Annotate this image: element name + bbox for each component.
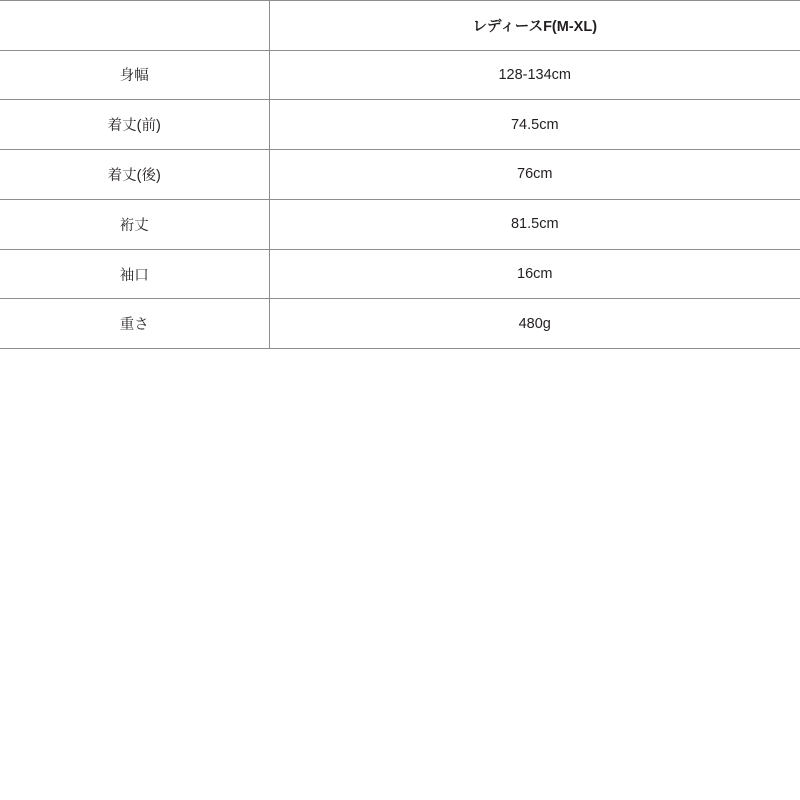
table-row [0,100,800,150]
table-header-row [0,1,800,51]
row-label: 袖口 [0,249,269,299]
row-value: 76cm [269,150,800,200]
row-label: 着丈(前) [0,100,269,150]
table-row [0,299,800,349]
table-row [0,199,800,249]
row-label: 重さ [0,299,269,349]
row-value: 74.5cm [269,100,800,150]
table-header-label-column [0,1,269,51]
row-label: 裄丈 [0,199,269,249]
row-value: 480g [518,315,551,332]
row-value: 81.5cm [269,199,800,249]
row-value: 128-134cm [269,50,800,100]
table-header-value-column: レディースF(M-XL) [269,1,800,51]
row-label: 身幅 [0,50,269,100]
table-row [0,150,800,200]
row-label: 着丈(後) [0,150,269,200]
table-row [0,50,800,100]
row-value: 16cm [269,249,800,299]
size-table [0,0,800,349]
table-row [0,249,800,299]
